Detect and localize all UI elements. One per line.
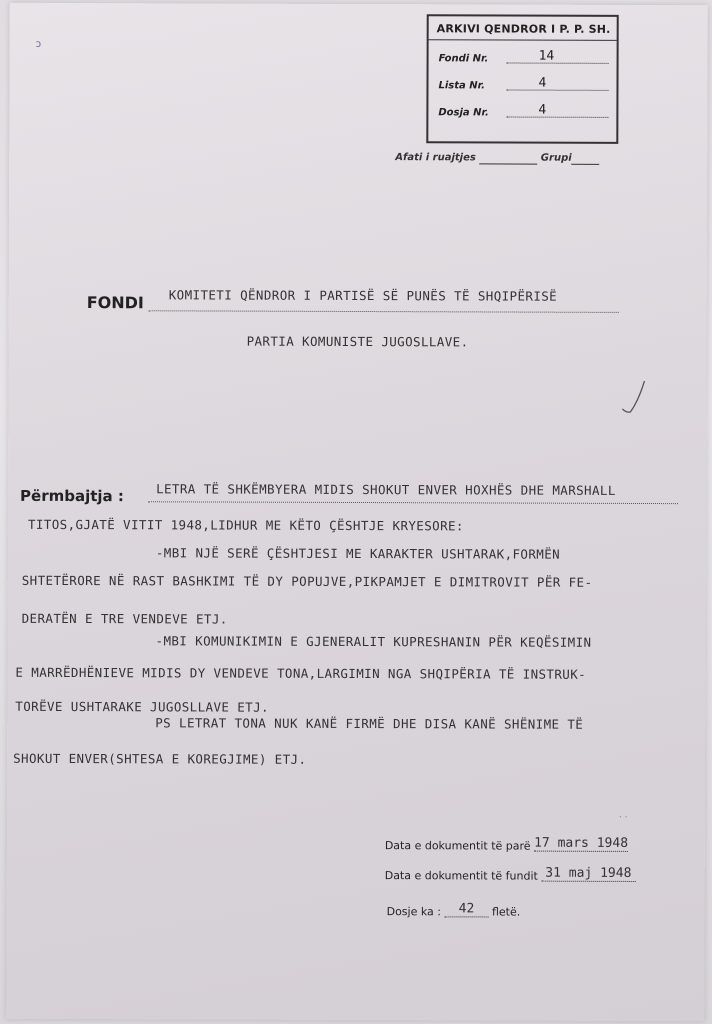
group-label: Grupi [540, 152, 572, 164]
sheet-count [386, 901, 521, 920]
stamp-fill-line [506, 90, 608, 91]
first-date-label: Data e dokumentit të parë [384, 839, 531, 853]
permbajtja-label: Përmbajtja : [20, 486, 124, 506]
content-line: SHTETËRORE NË RAST BASHKIMI TË DY POPUJVE,PIKPAMJET E DIMITROVIT PËR FE- [21, 572, 593, 590]
stamp-value: 4 [538, 102, 547, 118]
archive-stamp [426, 14, 618, 144]
group-blank [572, 153, 600, 165]
retention-line [395, 152, 599, 165]
stamp-label: Fondi Nr. [438, 53, 489, 65]
stamp-title: ARKIVI QENDROR I P. P. SH. [429, 16, 617, 41]
stamp-value: 4 [538, 75, 547, 91]
check-mark-icon [620, 379, 646, 417]
archive-cover-sheet [6, 3, 708, 1021]
content-line: DERATËN E TRE VENDEVE ETJ. [21, 610, 228, 627]
content-line: PS LETRAT TONA NUK KANË FIRMË DHE DISA KANË SHËNIME TË [155, 715, 584, 732]
content-line: -MBI KOMUNIKIMIN E GJENERALIT KUPRESHANIN PËR KEQËSIMIN [155, 633, 592, 650]
stamp-label: Dosja Nr. [438, 107, 489, 119]
last-date-value: 31 maj 1948 [541, 866, 635, 882]
last-date-label: Data e dokumentit të fundit [384, 869, 538, 883]
content-line: LETRA TË SHKËMBYERA MIDIS SHOKUT ENVER HOXHËS DHE MARSHALL [156, 481, 616, 498]
fondi-dotted-line [149, 310, 619, 313]
sheet-count-value: 42 [444, 901, 488, 917]
content-line: SHOKUT ENVER(SHTESA E KOREGJIME) ETJ. [13, 750, 307, 767]
stamp-row-dosja [428, 94, 616, 122]
permbajtja-dotted-line [148, 501, 678, 504]
content-line: -MBI NJË SERË ÇËSHTJESI ME KARAKTER USHTARAK,FORMËN [155, 545, 561, 562]
stray-mark: · · [618, 812, 628, 823]
last-document-date [384, 865, 636, 885]
first-document-date [384, 835, 629, 855]
stamp-fill-line [506, 117, 608, 118]
pen-mark: ↄ [35, 38, 42, 50]
content-line: E MARRËDHËNIEVE MIDIS DY VENDEVE TONA,LARGIMIN NGA SHQIPËRIA TË INSTRUK- [15, 664, 587, 682]
sheet-count-label: Dosje ka : [386, 905, 442, 919]
stamp-value: 14 [538, 48, 555, 64]
content-line: TORËVE USHTARAKE JUGOSLLAVE ETJ. [15, 698, 269, 715]
fondi-value-line1: KOMITETI QËNDROR I PARTISË SË PUNËS TË SHQIPËRISË [168, 287, 558, 304]
first-date-value: 17 mars 1948 [534, 835, 629, 851]
content-line: TITOS,GJATË VITIT 1948,LIDHUR ME KËTO ÇËSHTJE KRYESORE: [27, 516, 464, 534]
fondi-label: FONDI [86, 293, 144, 313]
stamp-row-fondi [429, 40, 617, 68]
stamp-fill-line [507, 63, 609, 64]
sheet-count-suffix: fletë. [491, 905, 521, 919]
retention-label: Afati i ruajtjes [395, 152, 476, 164]
stamp-row-lista [428, 67, 616, 95]
fondi-value-line2: PARTIA KOMUNISTE JUGOSLLAVE. [246, 333, 469, 350]
stamp-label: Lista Nr. [438, 80, 485, 92]
retention-blank [479, 152, 537, 164]
